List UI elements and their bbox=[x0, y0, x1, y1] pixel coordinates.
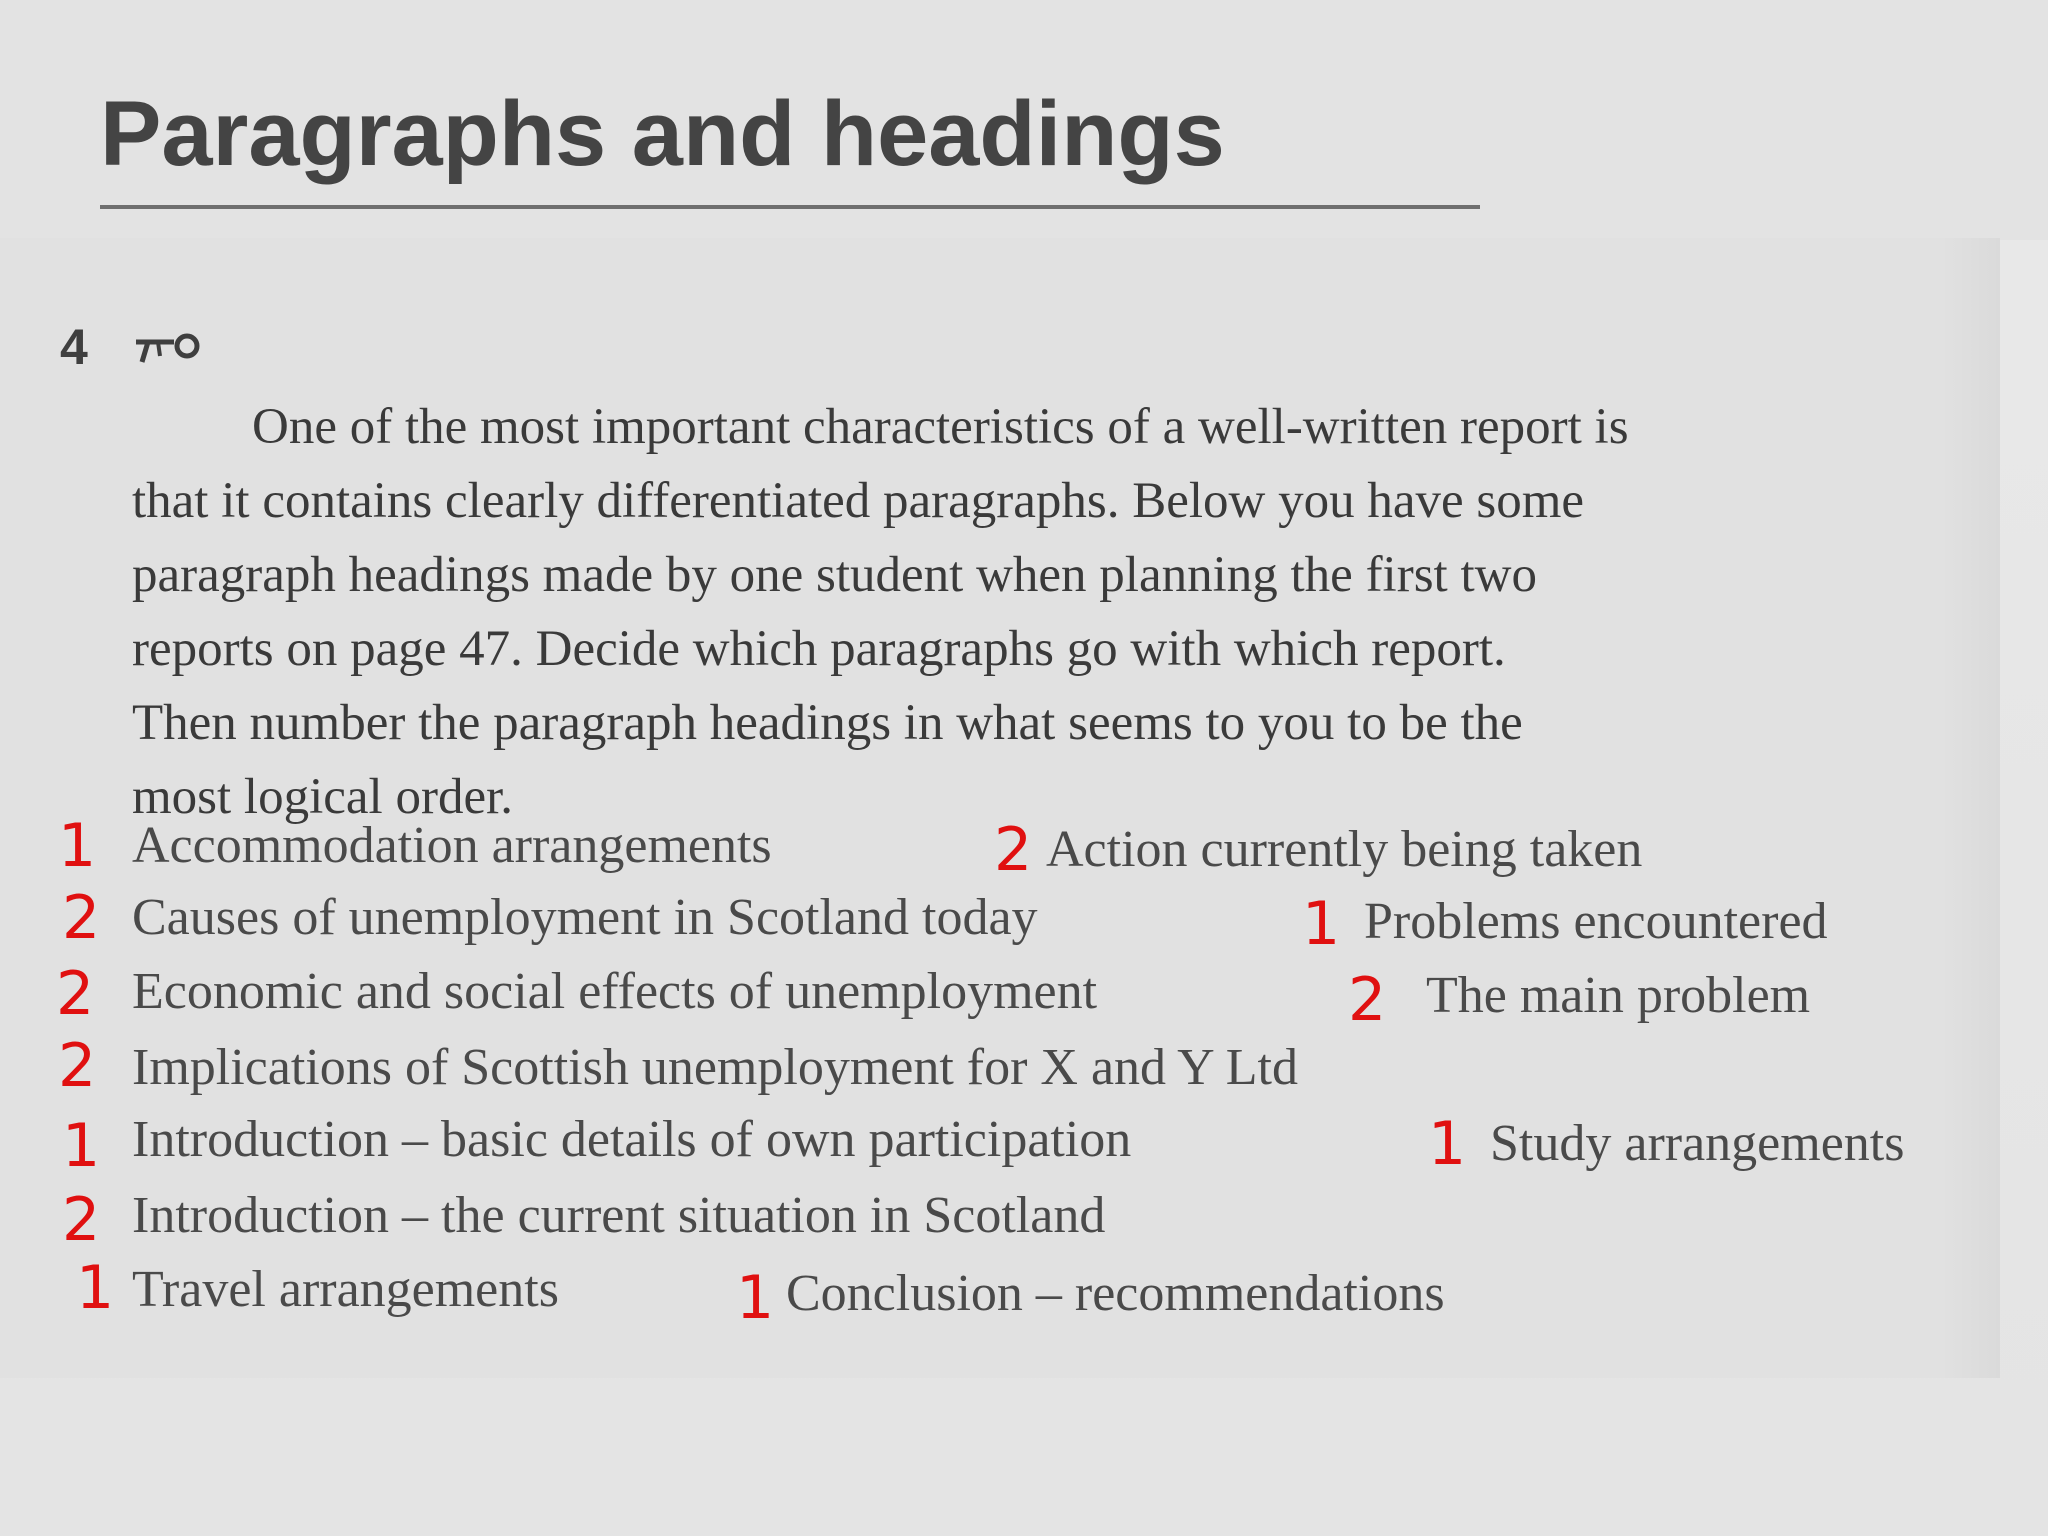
exercise-number: 4 bbox=[60, 319, 88, 375]
heading-item: Introduction – basic details of own participation bbox=[132, 1111, 1132, 1168]
heading-item: Problems encountered bbox=[1364, 893, 1828, 950]
instructions-text: One of the most important characteristics of a well-written report is that it contains clearly differentiated paragraphs. Below you have some paragraph headings made by one student when planning the first two reports on page 47. Decide which paragraphs go with which report. Then number the paragraph headings in what seems to you to be the most logical order. bbox=[132, 399, 1629, 825]
heading-item: Conclusion – recommendations bbox=[786, 1265, 1445, 1322]
answer-mark: 2 bbox=[994, 815, 1033, 885]
answer-mark: 2 bbox=[58, 1031, 97, 1101]
title-divider bbox=[100, 205, 1480, 209]
heading-item: Economic and social effects of unemployment bbox=[132, 963, 1098, 1020]
answer-mark: 1 bbox=[62, 1111, 101, 1181]
heading-item: Study arrangements bbox=[1490, 1115, 1905, 1172]
answer-mark: 2 bbox=[62, 883, 101, 953]
heading-item: Action currently being taken bbox=[1046, 821, 1643, 878]
heading-item: Causes of unemployment in Scotland today bbox=[132, 889, 1038, 946]
answer-mark: 1 bbox=[1428, 1109, 1467, 1179]
answer-mark: 1 bbox=[76, 1253, 115, 1323]
heading-item: Accommodation arrangements bbox=[132, 817, 772, 874]
heading-item: The main problem bbox=[1426, 967, 1811, 1024]
answer-mark: 2 bbox=[1348, 965, 1387, 1035]
answer-mark: 1 bbox=[736, 1263, 775, 1333]
heading-item: Implications of Scottish unemployment for X and Y Ltd bbox=[132, 1039, 1298, 1096]
heading-item: Introduction – the current situation in Scotland bbox=[132, 1187, 1106, 1244]
exercise-instructions bbox=[132, 316, 2012, 834]
answer-mark: 2 bbox=[62, 1185, 101, 1255]
heading-item: Travel arrangements bbox=[132, 1261, 559, 1318]
page-title: Paragraphs and headings bbox=[100, 83, 1225, 185]
answer-mark: 1 bbox=[1302, 889, 1341, 959]
answer-mark: 1 bbox=[58, 811, 97, 881]
answer-mark: 2 bbox=[56, 959, 95, 1029]
